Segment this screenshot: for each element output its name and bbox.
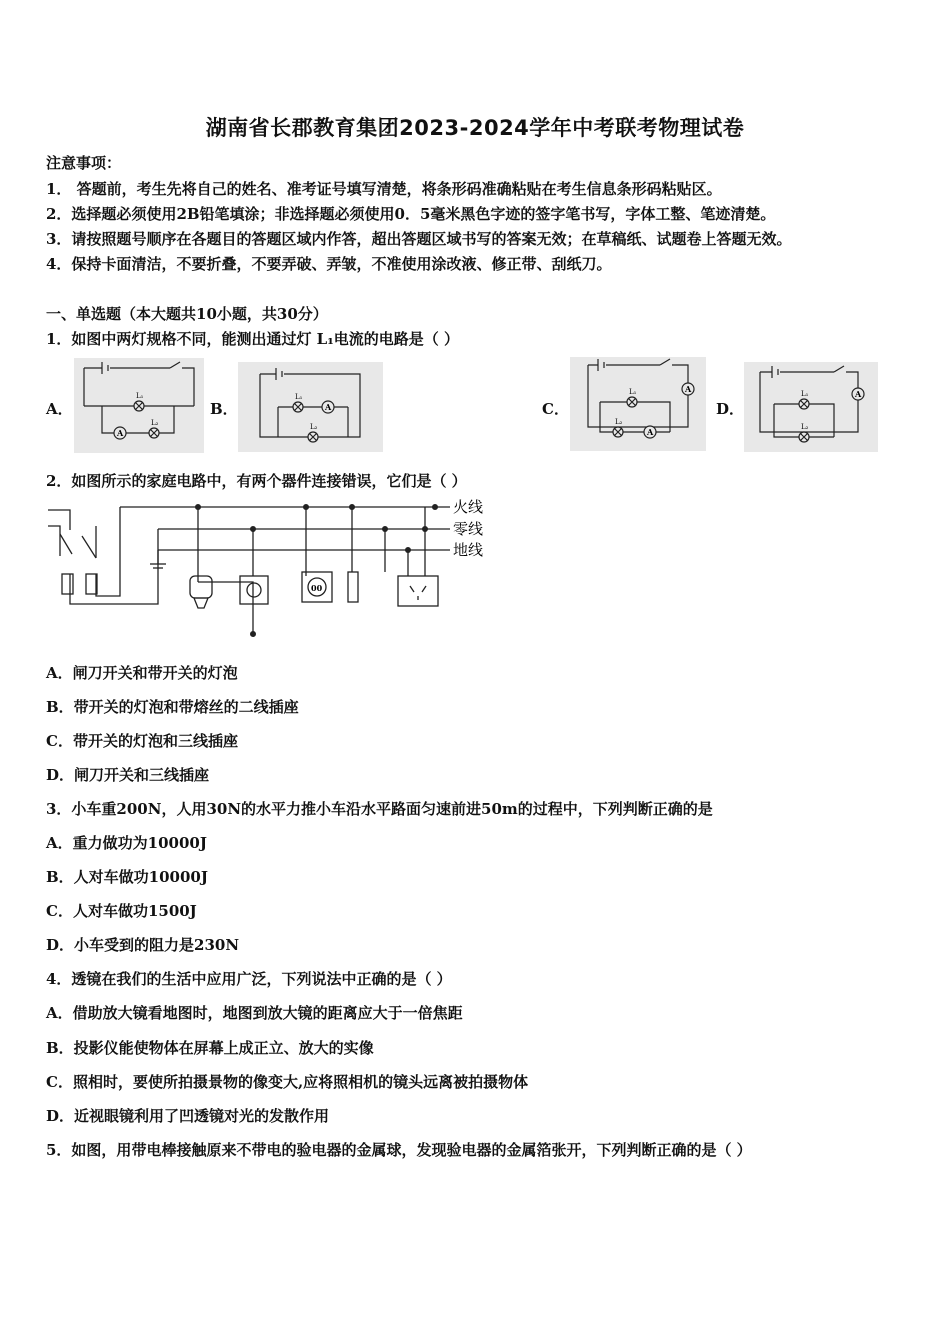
lamp-2-label: L₂ — [310, 423, 318, 431]
q1-circuit-c-figure — [570, 357, 706, 451]
q1-circuit-a-figure — [74, 358, 204, 453]
q2-household-circuit-figure — [40, 496, 500, 646]
two-pin-socket-label: 00 — [311, 583, 323, 593]
notice-item: 1． 答题前，考生先将自己的姓名、准考证号填写清楚，将条形码准确粘贴在考生信息条形码粘贴区。 — [46, 180, 722, 198]
q1-option-c-label: C． — [542, 400, 569, 418]
q2-option-d: D．闸刀开关和三线插座 — [46, 766, 210, 784]
lamp-2-label: L₂ — [615, 418, 623, 426]
q1-circuit-b-figure — [238, 362, 383, 452]
notice-item: 2．选择题必须使用2B铅笔填涂；非选择题必须使用0．5毫米黑色字迹的签字笔书写，字体工整、笔迹清楚。 — [46, 205, 776, 223]
q4-option-d: D．近视眼镜利用了凹透镜对光的发散作用 — [46, 1107, 330, 1125]
q4-option-b: B．投影仪能使物体在屏幕上成正立、放大的实像 — [46, 1039, 374, 1057]
live-wire-label: 火线 — [453, 498, 484, 516]
q3-option-a: A．重力做功为10000J — [46, 834, 207, 852]
lamp-1-label: L₁ — [295, 393, 303, 401]
q4-option-a: A．借助放大镜看地图时，地图到放大镜的距离应大于一倍焦距 — [46, 1004, 463, 1022]
q2-option-c: C．带开关的灯泡和三线插座 — [46, 732, 238, 750]
question-2-stem: 2．如图所示的家庭电路中，有两个器件连接错误，它们是（ ） — [46, 472, 467, 490]
q1-option-d-label: D． — [716, 400, 745, 418]
q2-option-b: B．带开关的灯泡和带熔丝的二线插座 — [46, 698, 299, 716]
section-heading: 一、单选题（本大题共10小题，共30分） — [46, 305, 328, 323]
ammeter-label: A — [685, 384, 692, 394]
q3-option-c: C．人对车做功1500J — [46, 902, 197, 920]
ammeter-label: A — [325, 402, 332, 412]
page-title: 湖南省长郡教育集团2023-2024学年中考联考物理试卷 — [205, 116, 745, 140]
lamp-1-label: L₁ — [136, 392, 144, 400]
question-1-stem: 1．如图中两灯规格不同，能测出通过灯 L₁电流的电路是（ ） — [46, 330, 460, 348]
ammeter-label: A — [117, 428, 124, 438]
question-5-stem: 5．如图，用带电棒接触原来不带电的验电器的金属球，发现验电器的金属箔张开，下列判断正确的是（ ） — [46, 1141, 752, 1159]
ammeter-label: A — [855, 389, 862, 399]
q3-option-d: D．小车受到的阻力是230N — [46, 936, 240, 954]
ammeter-label: A — [647, 427, 654, 437]
q1-option-a-label: A． — [46, 400, 73, 418]
lamp-2-label: L₂ — [801, 423, 809, 431]
lamp-1-label: L₁ — [629, 388, 637, 396]
question-4-stem: 4．透镜在我们的生活中应用广泛，下列说法中正确的是（ ） — [46, 970, 452, 988]
q2-option-a: A．闸刀开关和带开关的灯泡 — [46, 664, 238, 682]
q1-circuit-d-figure — [744, 362, 878, 452]
notice-item: 3．请按照题号顺序在各题目的答题区域内作答，超出答题区域书写的答案无效；在草稿纸、试题卷上答题无效。 — [46, 230, 792, 248]
q1-option-b-label: B． — [210, 400, 238, 418]
notice-item: 4．保持卡面清洁，不要折叠，不要弄破、弄皱，不准使用涂改液、修正带、刮纸刀。 — [46, 255, 612, 273]
ground-wire-label: 地线 — [453, 541, 484, 559]
q3-option-b: B．人对车做功10000J — [46, 868, 208, 886]
neutral-wire-label: 零线 — [453, 520, 484, 538]
lamp-2-label: L₂ — [151, 419, 159, 427]
q4-option-c: C．照相时，要使所拍摄景物的像变大,应将照相机的镜头远离被拍摄物体 — [46, 1073, 529, 1091]
question-3-stem: 3．小车重200N，人用30N的水平力推小车沿水平路面匀速前进50m的过程中，下列判断正确的是 — [46, 800, 713, 818]
notice-heading: 注意事项： — [46, 154, 122, 172]
lamp-1-label: L₁ — [801, 390, 809, 398]
